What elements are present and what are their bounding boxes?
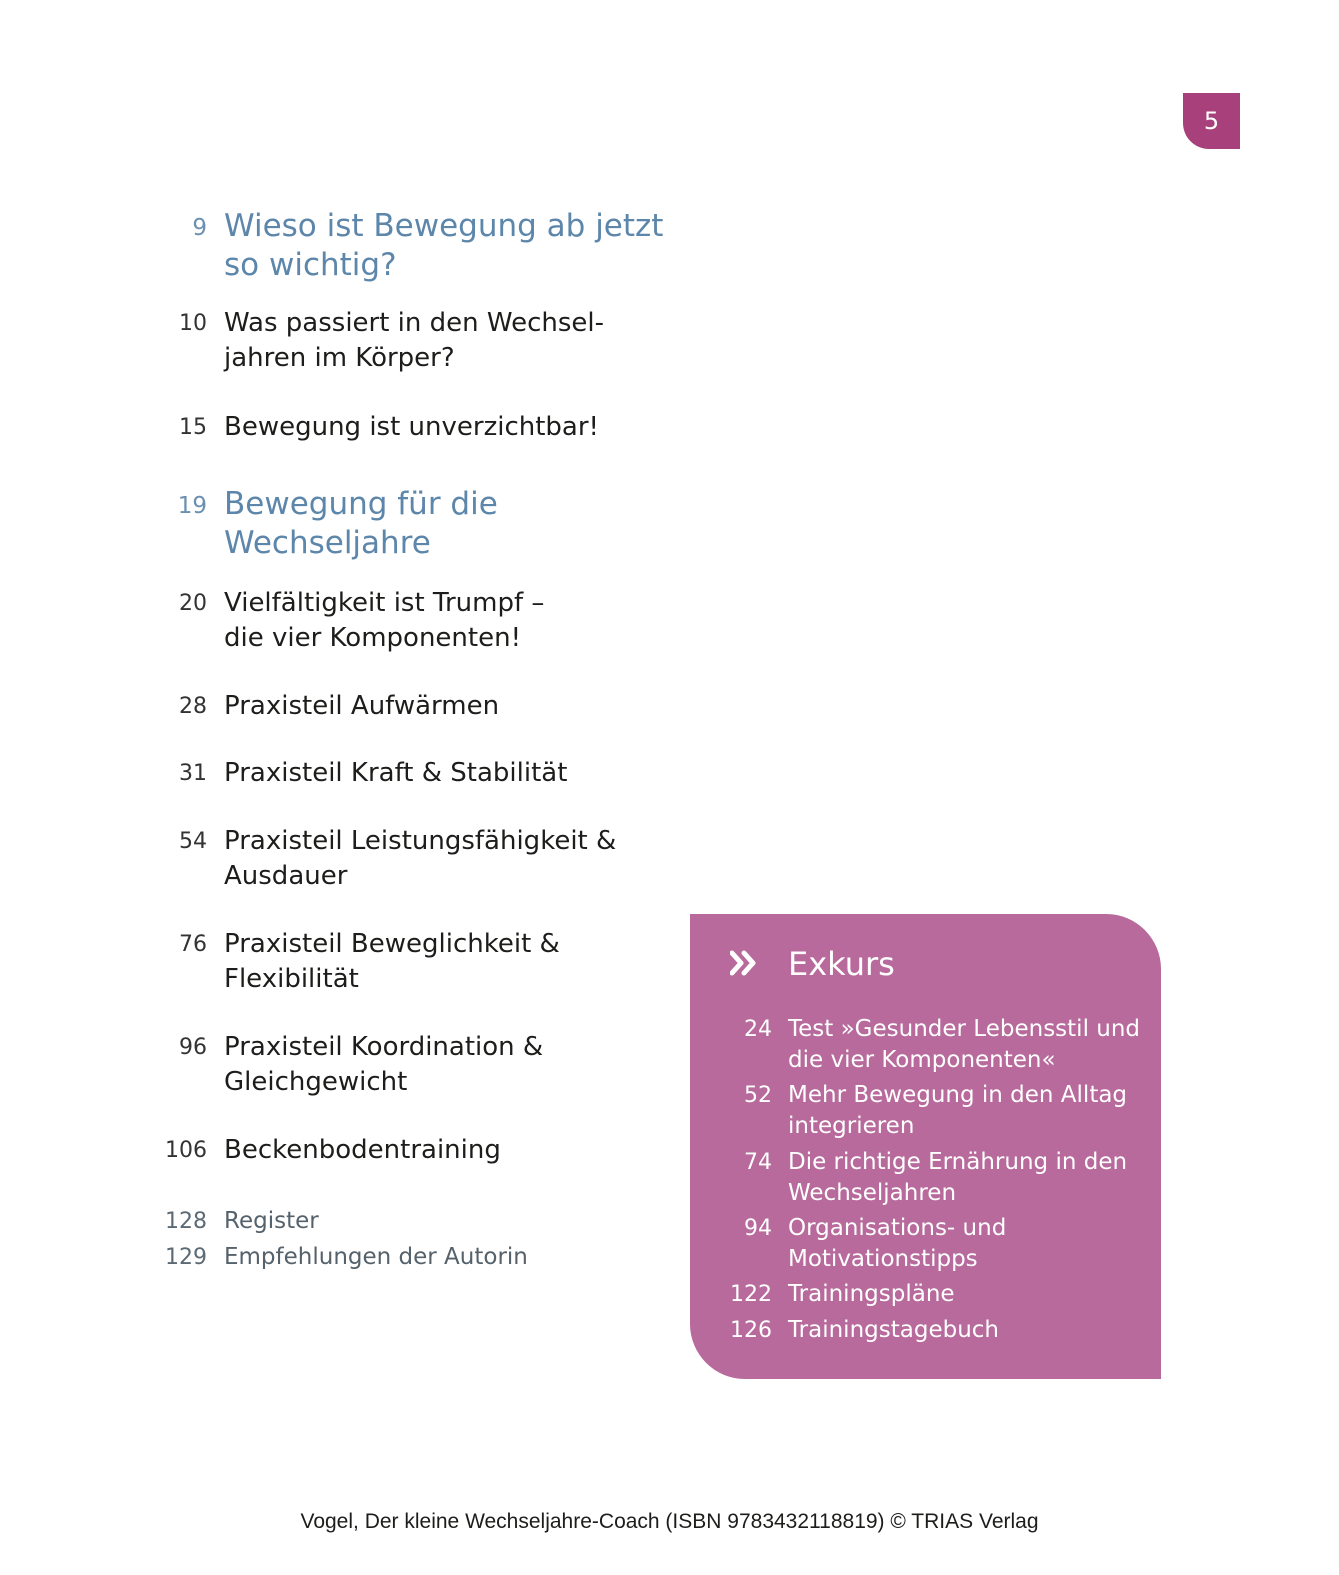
toc-title-line: Ausdauer	[224, 861, 348, 891]
exkurs-title-line: Motivationstipps	[788, 1246, 978, 1272]
toc-title	[224, 485, 674, 563]
exkurs-title	[788, 1147, 1148, 1209]
page-number-badge	[1183, 93, 1240, 149]
toc-title-line: Praxisteil Kraft & Stabilität	[224, 758, 568, 788]
toc-title-line: Gleichgewicht	[224, 1067, 408, 1097]
exkurs-page-number: 126	[730, 1318, 772, 1343]
exkurs-page-number: 122	[730, 1282, 772, 1307]
toc-title	[224, 689, 674, 724]
toc-title-line: so wichtig?	[224, 247, 397, 283]
toc-page-number: 15	[179, 415, 207, 440]
toc-page-number: 106	[165, 1138, 207, 1163]
exkurs-title	[788, 1279, 1148, 1310]
toc-title-line: Praxisteil Leistungsfähigkeit &	[224, 826, 617, 856]
toc-page-number: 54	[179, 829, 207, 854]
toc-title-line: Wieso ist Bewegung ab jetzt	[224, 208, 664, 244]
exkurs-heading: Exkurs	[788, 945, 895, 983]
toc-title-line: Vielfältigkeit ist Trumpf –	[224, 588, 545, 618]
exkurs-title	[788, 1213, 1148, 1275]
toc-title	[224, 207, 674, 285]
exkurs-page-number: 52	[744, 1083, 772, 1108]
exkurs-title-line: Organisations- und	[788, 1215, 1007, 1241]
toc-title	[224, 410, 674, 445]
toc-title-line: die vier Komponenten!	[224, 623, 521, 653]
toc-page-number: 28	[179, 694, 207, 719]
exkurs-box	[690, 914, 1161, 1379]
toc-title	[224, 1133, 674, 1168]
exkurs-page-number: 74	[744, 1150, 772, 1175]
toc-page-number: 96	[179, 1035, 207, 1060]
exkurs-title-line: Trainingspläne	[788, 1281, 955, 1307]
toc-title-line: Was passiert in den Wechsel-	[224, 308, 604, 338]
toc-title-line: Wechseljahre	[224, 525, 431, 561]
toc-title	[224, 927, 674, 997]
exkurs-title	[788, 1014, 1148, 1076]
exkurs-page-number: 94	[744, 1216, 772, 1241]
toc-title-line: Beckenbodentraining	[224, 1135, 501, 1165]
exkurs-title-line: Trainingstagebuch	[788, 1317, 999, 1343]
toc-title-line: Flexibilität	[224, 964, 359, 994]
toc-title	[224, 1204, 674, 1239]
toc-page-number: 20	[179, 591, 207, 616]
exkurs-title-line: Test »Gesunder Lebensstil und	[788, 1016, 1141, 1042]
toc-title	[224, 586, 674, 656]
exkurs-title-line: Mehr Bewegung in den Alltag	[788, 1082, 1128, 1108]
exkurs-title	[788, 1315, 1148, 1346]
exkurs-title	[788, 1080, 1148, 1142]
toc-page-number: 76	[179, 932, 207, 957]
toc-title	[224, 306, 674, 376]
toc-title-line: Bewegung ist unverzichtbar!	[224, 412, 599, 442]
exkurs-title-line: Die richtige Ernährung in den	[788, 1149, 1128, 1175]
toc-title	[224, 1240, 674, 1275]
footer-citation: Vogel, Der kleine Wechseljahre-Coach (ISBN 9783432118819) © TRIAS Verlag	[300, 1510, 1039, 1533]
toc-page-number: 10	[179, 311, 207, 336]
toc-page-number: 19	[177, 493, 207, 519]
toc-page-number: 129	[165, 1245, 207, 1270]
toc-title-line: Praxisteil Beweglichkeit &	[224, 929, 560, 959]
exkurs-title-line: integrieren	[788, 1113, 915, 1139]
exkurs-title-line: Wechseljahren	[788, 1180, 957, 1206]
exkurs-page-number: 24	[744, 1017, 772, 1042]
toc-title-line: Empfehlungen der Autorin	[224, 1244, 528, 1270]
toc-title-line: Praxisteil Koordination &	[224, 1032, 544, 1062]
toc-title-line: Praxisteil Aufwärmen	[224, 691, 500, 721]
toc-title	[224, 1030, 674, 1100]
toc-title	[224, 756, 674, 791]
toc-title-line: jahren im Körper?	[224, 343, 455, 373]
toc-title-line: Register	[224, 1208, 319, 1234]
toc-page-number: 128	[165, 1209, 207, 1234]
double-chevron-right-icon	[730, 950, 758, 976]
toc-page-number: 9	[192, 215, 207, 241]
toc-title-line: Bewegung für die	[224, 486, 498, 522]
page-number: 5	[1203, 107, 1220, 135]
toc-page-number: 31	[179, 761, 207, 786]
exkurs-title-line: die vier Komponenten«	[788, 1047, 1056, 1073]
toc-title	[224, 824, 674, 894]
